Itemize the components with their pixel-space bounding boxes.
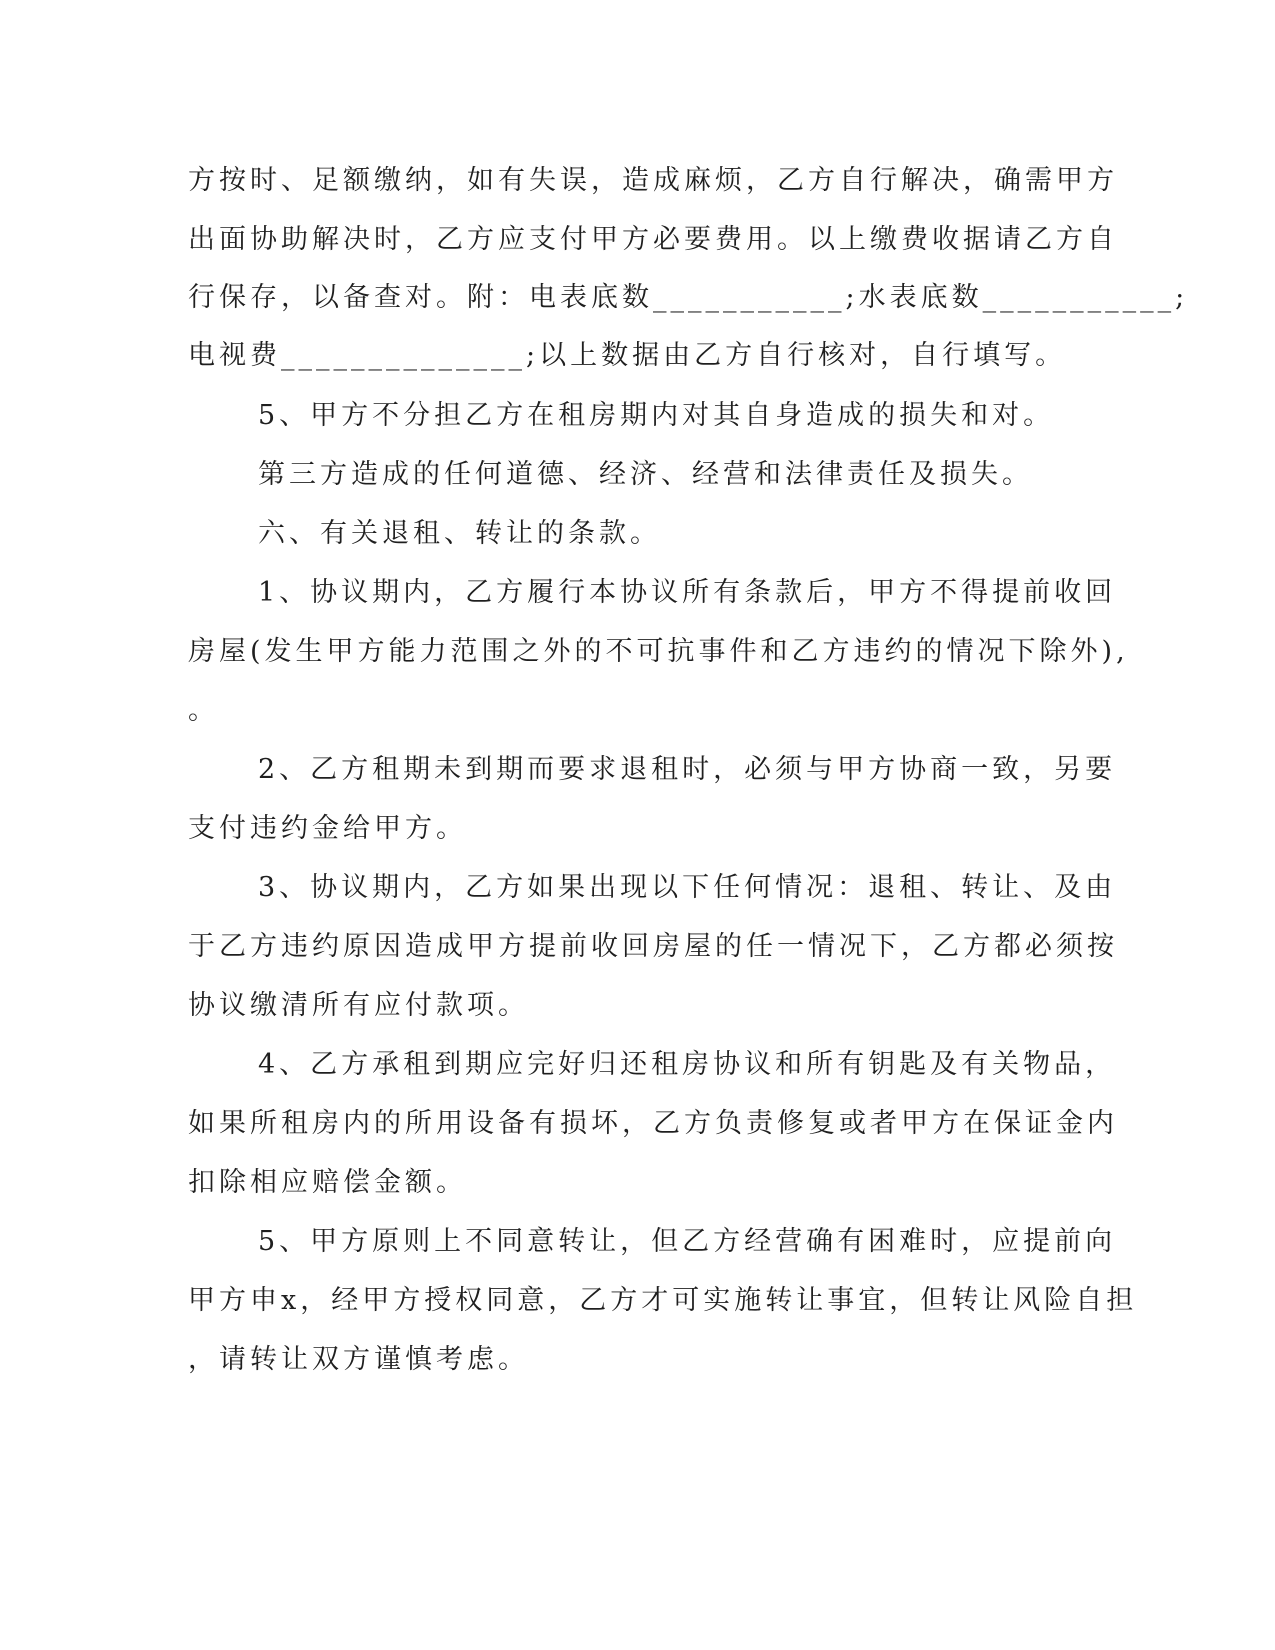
text-line-1: 方按时、足额缴纳，如有失误，造成麻烦，乙方自行解决，确需甲方 xyxy=(188,165,1118,196)
text-line-17: 如果所租房内的所用设备有损坏，乙方负责修复或者甲方在保证金内 xyxy=(188,1108,1118,1139)
text-line-15: 协议缴清所有应付款项。 xyxy=(188,990,529,1021)
text-line-8: 1、协议期内，乙方履行本协议所有条款后，甲方不得提前收回 xyxy=(258,577,1117,608)
text-line-11: 2、乙方租期未到期而要求退租时，必须与甲方协商一致，另要 xyxy=(258,754,1117,785)
text-line-18: 扣除相应赔偿金额。 xyxy=(188,1167,467,1198)
text-line-13: 3、协议期内，乙方如果出现以下任何情况：退租、转让、及由 xyxy=(258,872,1117,903)
text-line-12: 支付违约金给甲方。 xyxy=(188,813,467,844)
text-line-3: 行保存，以备查对。附：电表底数___________;水表底数___________; xyxy=(188,282,1189,313)
text-line-14: 于乙方违约原因造成甲方提前收回房屋的任一情况下，乙方都必须按 xyxy=(188,931,1118,962)
text-line-10: 。 xyxy=(188,695,219,726)
text-line-21: ，请转让双方谨慎考虑。 xyxy=(188,1344,529,1375)
text-line-2: 出面协助解决时，乙方应支付甲方必要费用。以上缴费收据请乙方自 xyxy=(188,224,1118,255)
text-line-19: 5、甲方原则上不同意转让，但乙方经营确有困难时，应提前向 xyxy=(258,1226,1117,1257)
text-line-9: 房屋(发生甲方能力范围之外的不可抗事件和乙方违约的情况下除外), xyxy=(188,636,1129,667)
text-line-6: 第三方造成的任何道德、经济、经营和法律责任及损失。 xyxy=(258,459,1033,490)
text-line-16: 4、乙方承租到期应完好归还租房协议和所有钥匙及有关物品， xyxy=(258,1049,1117,1080)
section-heading: 六、有关退租、转让的条款。 xyxy=(258,518,661,549)
text-line-20: 甲方申x，经甲方授权同意，乙方才可实施转让事宜，但转让风险自担 xyxy=(188,1285,1138,1316)
text-line-5: 5、甲方不分担乙方在租房期内对其自身造成的损失和对。 xyxy=(258,400,1055,431)
text-line-4: 电视费______________;以上数据由乙方自行核对，自行填写。 xyxy=(188,340,1067,371)
